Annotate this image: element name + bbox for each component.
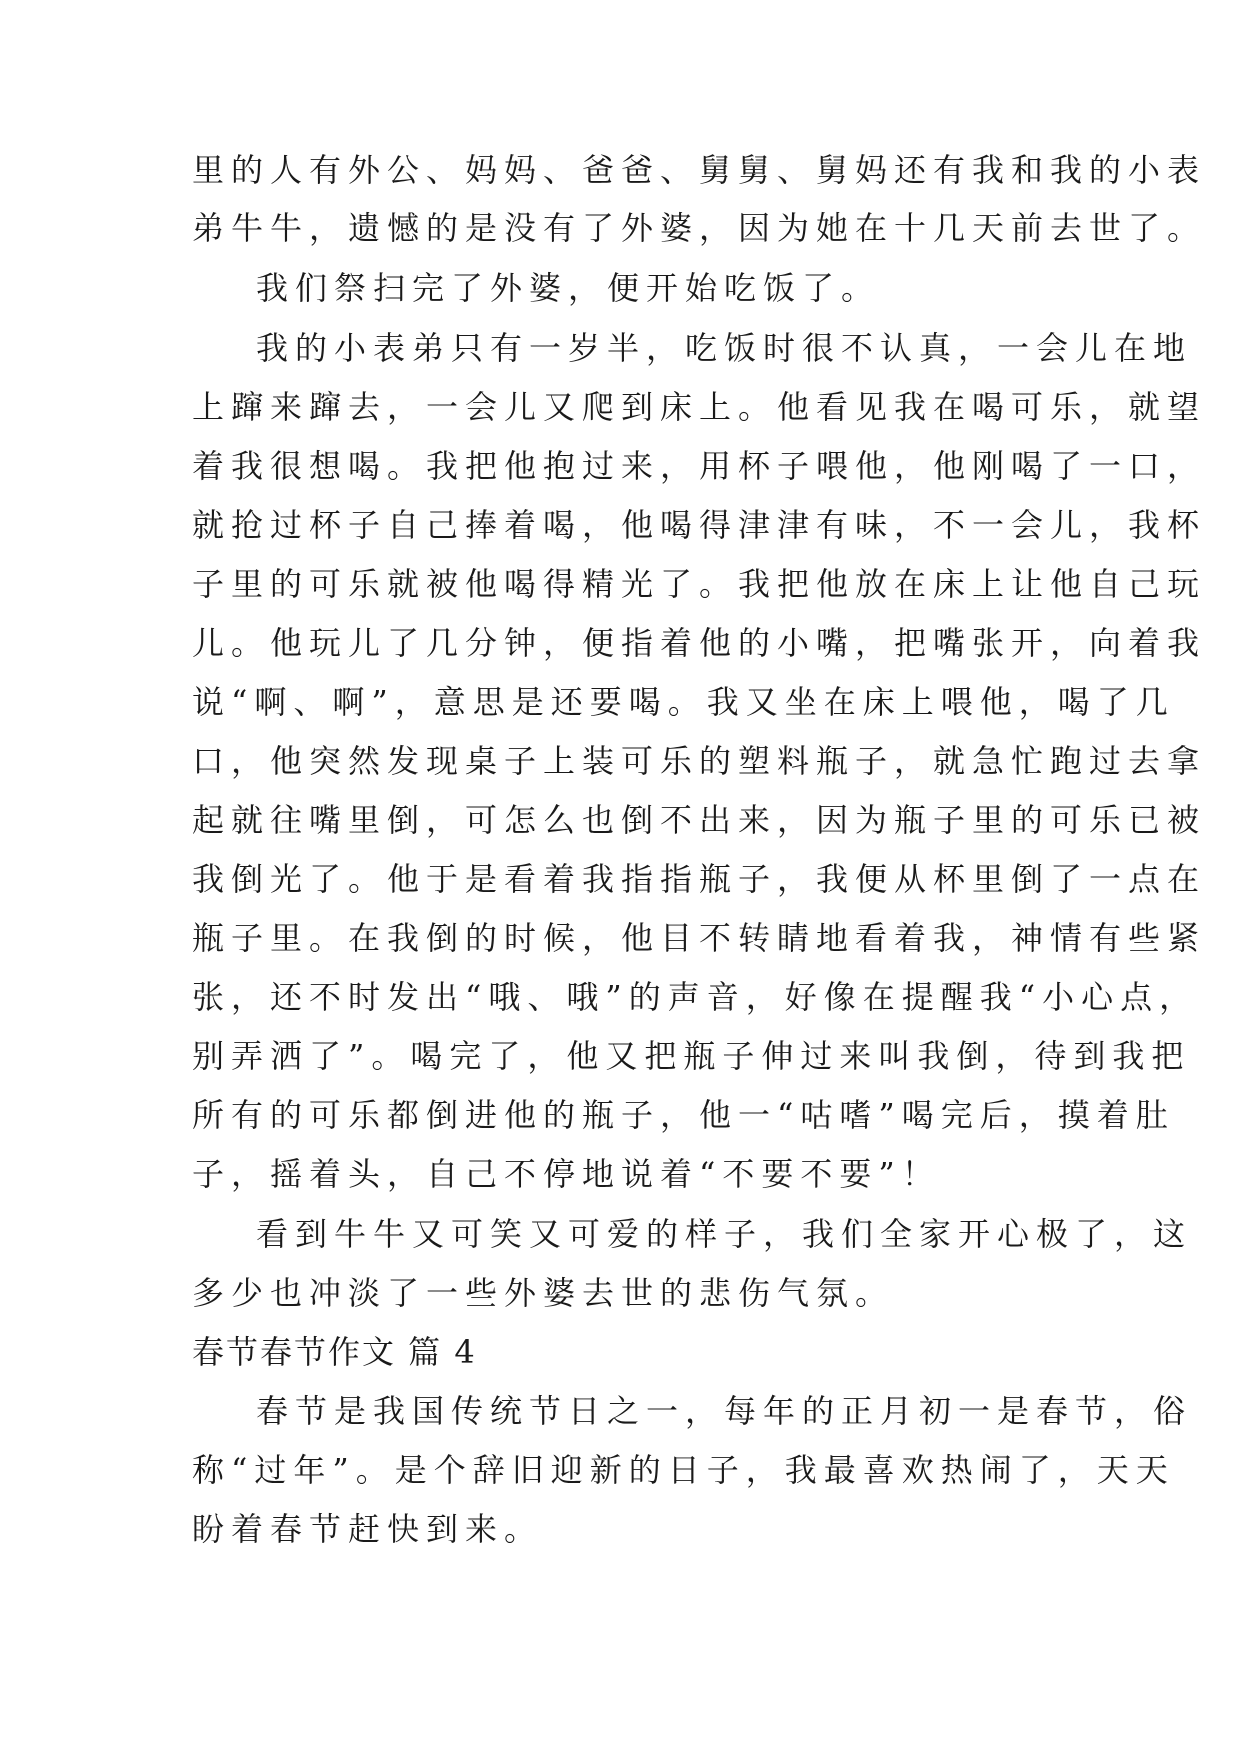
- text-line: 盼着春节赶快到来。: [192, 1510, 544, 1548]
- text-line: 所有的可乐都倒进他的瓶子，他一“咕嗜”喝完后，摸着肚: [192, 1096, 1175, 1134]
- text-line: 口，他突然发现桌子上装可乐的塑料瓶子，就急忙跑过去拿: [192, 742, 1207, 780]
- text-line: 说“啊、啊”，意思是还要喝。我又坐在床上喂他，喝了几: [192, 683, 1175, 721]
- text-line: 子，摇着头，自己不停地说着“不要不要”！: [192, 1155, 941, 1193]
- text-line: 子里的可乐就被他喝得精光了。我把他放在床上让他自己玩: [192, 565, 1207, 603]
- text-line: 称“过年”。是个辞旧迎新的日子，我最喜欢热闹了，天天: [192, 1451, 1175, 1489]
- text-line: 就抢过杯子自己捧着喝，他喝得津津有味，不一会儿，我杯: [192, 506, 1207, 544]
- paragraph-first-line: 春节是我国传统节日之一，每年的正月初一是春节，俗: [256, 1392, 1193, 1430]
- text-line: 上蹿来蹿去，一会儿又爬到床上。他看见我在喝可乐，就望: [192, 388, 1207, 426]
- text-line: 儿。他玩儿了几分钟，便指着他的小嘴，把嘴张开，向着我: [192, 624, 1207, 662]
- text-line: 着我很想喝。我把他抱过来，用杯子喂他，他刚喝了一口，: [192, 447, 1207, 485]
- text-line: 别弄洒了”。喝完了，他又把瓶子伸过来叫我倒，待到我把: [192, 1037, 1191, 1075]
- paragraph-first-line: 看到牛牛又可笑又可爱的样子，我们全家开心极了，这: [256, 1215, 1193, 1253]
- text-line: 张，还不时发出“哦、哦”的声音，好像在提醒我“小心点，: [192, 978, 1199, 1016]
- paragraph-first-line: 我的小表弟只有一岁半，吃饭时很不认真，一会儿在地: [256, 329, 1193, 367]
- section-heading: 春节春节作文 篇 4: [192, 1333, 477, 1371]
- text-line: 弟牛牛，遗憾的是没有了外婆，因为她在十几天前去世了。: [192, 209, 1207, 247]
- text-line: 里的人有外公、妈妈、爸爸、舅舅、舅妈还有我和我的小表: [192, 151, 1207, 189]
- text-line: 起就往嘴里倒，可怎么也倒不出来，因为瓶子里的可乐已被: [192, 801, 1207, 839]
- text-line: 瓶子里。在我倒的时候，他目不转睛地看着我，神情有些紧: [192, 919, 1207, 957]
- text-line: 我倒光了。他于是看着我指指瓶子，我便从杯里倒了一点在: [192, 860, 1207, 898]
- text-line: 多少也冲淡了一些外婆去世的悲伤气氛。: [192, 1274, 895, 1312]
- paragraph-first-line: 我们祭扫完了外婆，便开始吃饭了。: [256, 269, 881, 307]
